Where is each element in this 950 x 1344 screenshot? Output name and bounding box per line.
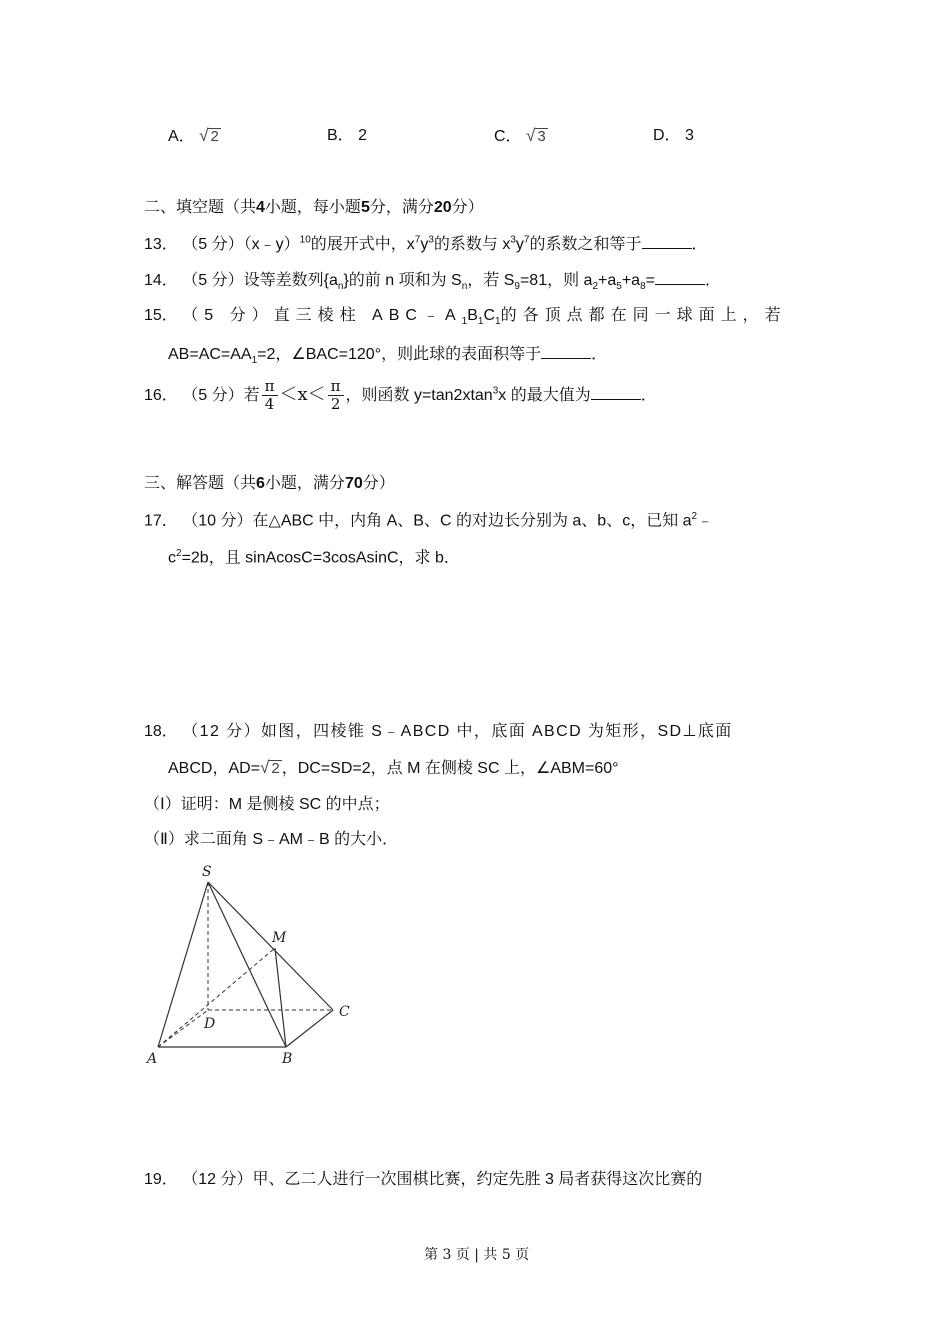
fraction-pi-2: [328, 378, 344, 414]
choice-a-letter: A．: [168, 128, 195, 145]
frac-numerator: π: [328, 378, 344, 396]
q17-exp: 2: [176, 548, 182, 559]
q13-end: ．: [691, 236, 708, 253]
q17-text: ﹣: [697, 512, 714, 530]
choice-d-letter: D．: [653, 127, 681, 144]
q16-text: 若: [243, 386, 260, 404]
frac-denominator: 4: [264, 395, 275, 414]
q18-text: ，DC=SD=2，点 M 在侧棱 SC 上，∠ABM=60°: [281, 760, 619, 777]
q14-sub: n: [337, 281, 344, 293]
q15-sub: 1: [495, 316, 501, 328]
edge-SC: [208, 882, 333, 1010]
q14-text: +a: [621, 272, 641, 289]
q16-inequality: ＜x＜: [279, 383, 326, 405]
answer-blank[interactable]: [591, 385, 641, 400]
label-S: S: [202, 864, 212, 880]
q13-exp: 7: [414, 234, 421, 246]
question-18-part2: [144, 830, 398, 849]
q15-text: C: [483, 307, 495, 324]
page-footer: 第 3 页 | 共 5 页: [424, 1247, 530, 1263]
q18-number: 18．: [144, 723, 178, 740]
section2-count: 4: [256, 199, 265, 216]
section3-count: 6: [256, 475, 265, 492]
q15-text: =2，∠BAC=120°，则此球的表面积等于: [257, 346, 542, 363]
question-15-line2: [168, 344, 607, 367]
label-C: C: [339, 1004, 350, 1020]
question-16: [144, 378, 657, 414]
choice-a-value: 2: [210, 128, 219, 145]
section2-mid2: 分，满分: [369, 199, 434, 216]
q16-end: ．: [640, 386, 657, 404]
choice-c-letter: C．: [494, 128, 522, 145]
q16-number: 16．: [144, 386, 178, 404]
q14-sub: n: [461, 281, 468, 293]
q15-number: 15．: [144, 307, 178, 324]
q19-text: （12 分）甲、乙二人进行一次围棋比赛，约定先胜 3 局者获得这次比赛的: [182, 1171, 703, 1188]
q13-text: y: [515, 236, 524, 253]
section2-mid1: 小题，每小题: [264, 199, 361, 216]
q14-text: }的前 n 项和为 S: [343, 272, 462, 289]
question-18-part1: [144, 795, 390, 814]
sqrt-symbol: √ 2: [260, 758, 280, 777]
choice-c: [494, 126, 548, 146]
answer-blank[interactable]: [655, 270, 705, 285]
section3-suffix: 分）: [362, 475, 395, 492]
q15-sub: 1: [251, 355, 258, 367]
q14-sub: 2: [592, 281, 599, 293]
section2-heading: [144, 198, 484, 217]
q15-text: AB=AC=AA: [168, 346, 252, 363]
q14-sub: 5: [616, 281, 622, 293]
q13-text: 的系数之和等于: [529, 236, 642, 253]
sqrt-symbol: √ 2: [199, 126, 219, 145]
choice-d: [653, 126, 694, 145]
q13-score: （5 分）: [182, 236, 244, 253]
q14-end: ．: [704, 272, 721, 289]
answer-blank[interactable]: [642, 234, 692, 249]
q14-text: +a: [598, 272, 617, 289]
q14-sub: 8: [640, 281, 646, 293]
q14-sub: 9: [514, 281, 520, 293]
q13-text: 的展开式中，x: [310, 236, 415, 253]
q17-exp: 2: [691, 511, 698, 522]
q14-text: ，若 S: [467, 272, 515, 289]
q18-part2-text: （Ⅱ）求二面角 S﹣AM﹣B 的大小．: [144, 831, 399, 848]
q13-exp: 3: [428, 234, 434, 246]
frac-denominator: 2: [330, 395, 341, 414]
edge-SA: [158, 882, 208, 1047]
fraction-pi-4: [262, 378, 278, 414]
q16-exp: 3: [492, 385, 499, 397]
q18-text: ABCD，AD=: [168, 760, 261, 777]
section3-heading: [144, 474, 395, 493]
choice-a: [168, 126, 221, 146]
q13-text: （x﹣y）: [243, 236, 300, 253]
sqrt-symbol: √ 3: [526, 126, 546, 145]
choice-b: [327, 126, 367, 145]
choice-b-value: 2: [358, 127, 368, 144]
choice-c-value: 3: [537, 128, 546, 145]
q17-text: =2b，且 sinAcosC=3cosAsinC，求 b．: [181, 549, 460, 567]
q18-sqrt-value: 2: [271, 760, 280, 777]
question-17-line2: [168, 548, 460, 568]
q13-text: 的系数与 x: [433, 236, 511, 253]
q15-end: ．: [591, 346, 608, 363]
label-M: M: [272, 930, 287, 946]
section3-mid: 小题，满分: [264, 475, 345, 492]
edge-BC: [286, 1010, 333, 1047]
q18-text: （12 分）如图，四棱锥 S﹣ABCD 中，底面 ABCD 为矩形，SD⊥底面: [182, 723, 733, 740]
q13-exp: 10: [299, 234, 311, 246]
question-19: [144, 1170, 702, 1189]
q14-text: 设等差数列{a: [243, 272, 338, 289]
edge-AM: [158, 948, 275, 1047]
q16-score: （5 分）: [182, 386, 244, 404]
q16-text: ，则函数 y=tan2xtan: [345, 386, 493, 404]
q17-text: c: [168, 549, 176, 567]
answer-blank[interactable]: [541, 344, 591, 359]
q14-text: =: [645, 272, 655, 289]
section3-prefix: 三、解答题（共: [144, 475, 257, 492]
q13-text: y: [420, 236, 429, 253]
edge-SB: [208, 882, 286, 1047]
choice-b-letter: B．: [327, 127, 354, 144]
edge-BM: [275, 948, 286, 1047]
pyramid-figure: [140, 860, 370, 1075]
q15-text: 的各顶点都在同一球面上，若: [500, 307, 787, 324]
q14-score: （5 分）: [182, 272, 244, 289]
q15-text: （5 分）直三棱柱 ABC﹣A: [182, 307, 462, 324]
question-17-line1: [144, 511, 713, 531]
q13-number: 13．: [144, 236, 178, 253]
q19-number: 19．: [144, 1171, 178, 1188]
question-13: [144, 234, 708, 254]
frac-numerator: π: [262, 378, 278, 396]
q15-sub: 1: [477, 316, 484, 328]
section3-total: 70: [344, 475, 363, 492]
q14-number: 14．: [144, 272, 178, 289]
label-D: D: [204, 1016, 216, 1032]
section2-suffix: 分）: [451, 199, 484, 216]
edge-AD: [158, 1010, 208, 1047]
q17-number: 17．: [144, 512, 178, 530]
label-B: B: [282, 1051, 293, 1067]
q13-exp: 7: [523, 234, 530, 246]
q16-text: x 的最大值为: [498, 386, 591, 404]
question-14: [144, 270, 721, 293]
label-A: A: [147, 1051, 158, 1067]
q15-sub: 1: [461, 316, 468, 328]
section2-total: 20: [433, 199, 452, 216]
q18-part1-text: （Ⅰ）证明：M 是侧棱 SC 的中点；: [144, 796, 390, 813]
question-18-line2: [168, 758, 619, 778]
q15-text: B: [467, 307, 478, 324]
section2-prefix: 二、填空题（共: [144, 199, 257, 216]
question-18-line1: [144, 722, 733, 741]
q14-text: =81，则 a: [519, 272, 593, 289]
q13-exp: 3: [510, 234, 516, 246]
question-15-line1: [144, 306, 787, 328]
q17-text: （10 分）在△ABC 中，内角 A、B、C 的对边长分别为 a、b、c，已知 a: [182, 512, 692, 530]
choice-d-value: 3: [685, 127, 694, 144]
section2-each: 5: [360, 199, 370, 216]
